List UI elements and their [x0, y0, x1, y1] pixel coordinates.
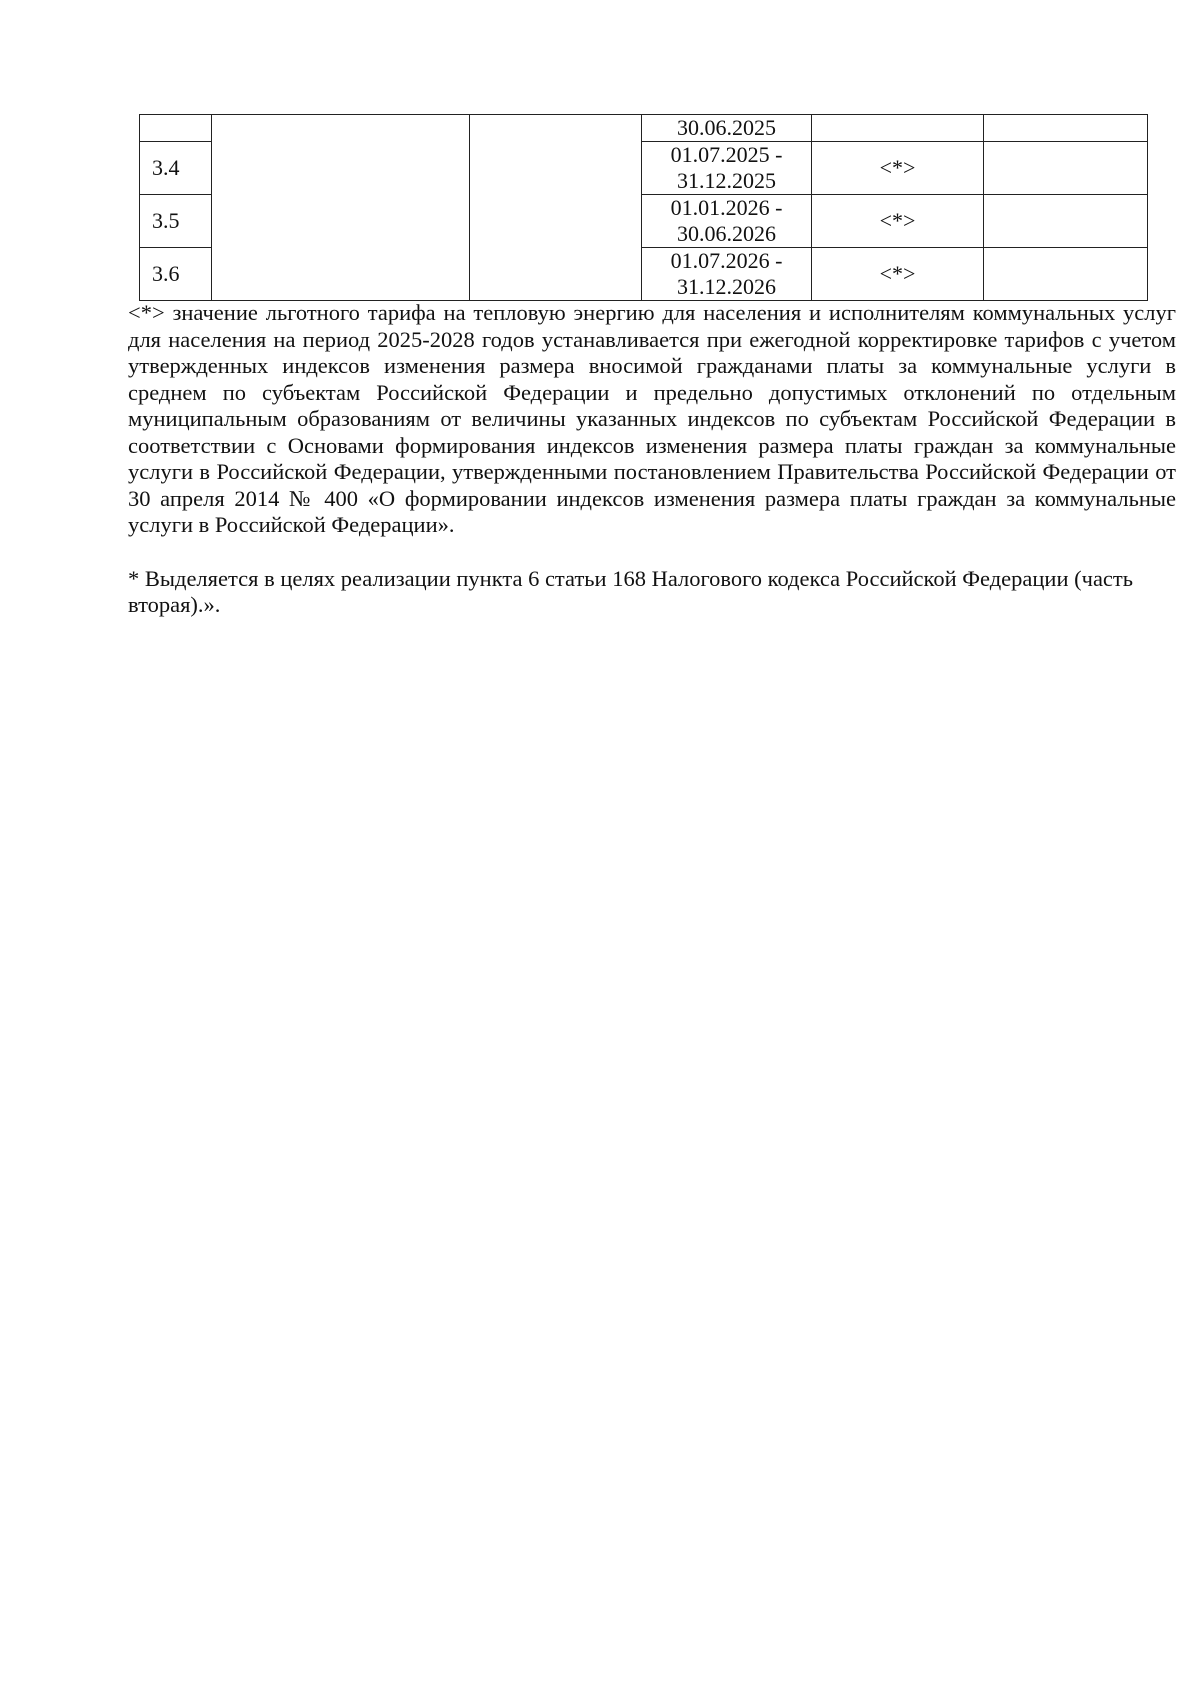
period-cell	[642, 195, 812, 248]
extra-value-cell	[984, 115, 1148, 142]
merged-description-cell	[212, 115, 470, 301]
star-footnote: * Выделяется в целях реализации пункта 6 статьи 168 Налогового кодекса Российской Федерации (часть вторая).».	[128, 565, 1134, 617]
period-from: 01.07.2025 -	[670, 142, 783, 167]
merged-category-cell	[470, 115, 642, 301]
period-cell	[642, 142, 812, 195]
period-to: 31.12.2025	[677, 168, 776, 193]
row-number-cell: 3.6	[140, 248, 212, 301]
period-to: 30.06.2026	[677, 221, 776, 246]
footnotes	[128, 300, 1176, 619]
extra-value-cell	[984, 142, 1148, 195]
extra-value-cell	[984, 195, 1148, 248]
period-text: 30.06.2025	[677, 115, 776, 140]
tariff-footnote: <*> значение льготного тарифа на тепловую энергию для населения и исполнителям коммунальных услуг для населения на период 2025-2028 годов устанавливается при ежегодной корректировке тарифов с учетом утвержденных индексов изменения размера вносимой гражданами платы за коммунальные услуги в среднем по субъектам Российской Федерации и предельно допустимых отклонений по отдельным муниципальным образованиям от величины указанных индексов по субъектам Российской Федерации в соответствии с Основами формирования индексов изменения размера платы граждан за коммунальные услуги в Российской Федерации, утвержденными постановлением Правительства Российской Федерации от 30 апреля 2014 № 400 «О формировании индексов изменения размера платы граждан за коммунальные услуги в Российской Федерации».	[128, 300, 1176, 537]
table-row	[140, 115, 1148, 142]
row-number-cell	[140, 115, 212, 142]
period-from: 01.07.2026 -	[670, 248, 783, 273]
period-cell	[642, 248, 812, 301]
tariff-value-cell	[812, 115, 984, 142]
tariff-value-cell: <*>	[812, 142, 984, 195]
tariff-table	[139, 114, 1148, 301]
row-number-cell: 3.4	[140, 142, 212, 195]
tariff-value-cell: <*>	[812, 248, 984, 301]
row-number-cell: 3.5	[140, 195, 212, 248]
extra-value-cell	[984, 248, 1148, 301]
tariff-value-cell: <*>	[812, 195, 984, 248]
period-from: 01.01.2026 -	[670, 195, 783, 220]
period-to: 31.12.2026	[677, 274, 776, 299]
period-cell	[642, 115, 812, 142]
